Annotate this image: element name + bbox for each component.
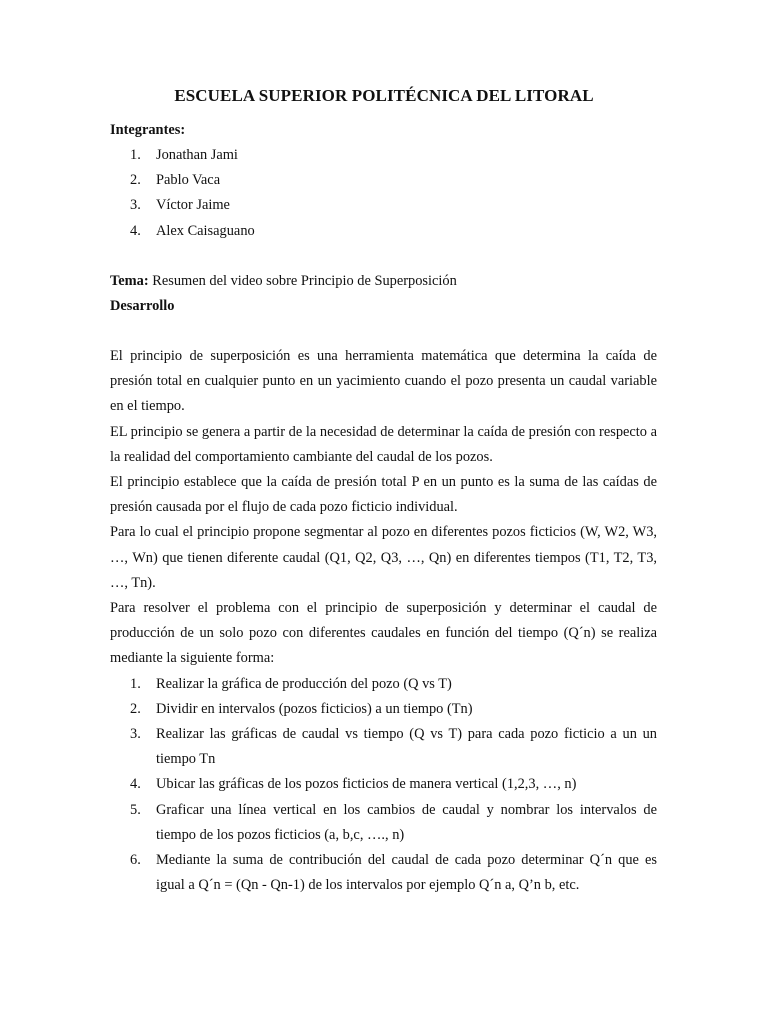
body-text xyxy=(110,344,657,898)
step-item xyxy=(110,772,657,797)
step-text: Dividir en intervalos (pozos ficticios) a un tiempo (Tn) xyxy=(156,700,473,717)
step-item xyxy=(110,697,657,722)
tema-line xyxy=(110,269,457,294)
step-text: Realizar la gráfica de producción del pozo (Q vs T) xyxy=(156,675,452,692)
member-name: Alex Caisaguano xyxy=(156,222,255,239)
step-text: Mediante la suma de contribución del caudal de cada pozo determinar Q´n que es igual a Q´n = (Qn - Qn-1) de los intervalos por ejemplo Q´n a, Q’n b, etc. xyxy=(156,852,657,894)
step-number: 5. xyxy=(130,801,141,818)
member-number: 4. xyxy=(130,222,141,239)
step-item xyxy=(110,798,657,848)
paragraph: EL principio se genera a partir de la necesidad de determinar la caída de presión con respecto a la realidad del comportamiento cambiante del caudal de los pozos. xyxy=(110,423,657,465)
step-item xyxy=(110,722,657,772)
step-number: 1. xyxy=(130,675,141,692)
members-list xyxy=(110,143,255,244)
step-number: 2. xyxy=(130,700,141,717)
step-number: 6. xyxy=(130,852,141,869)
members-label: Integrantes: xyxy=(110,122,186,138)
step-number: 3. xyxy=(130,726,141,743)
member-number: 1. xyxy=(130,147,141,163)
member-item xyxy=(110,193,255,218)
tema-label: Tema: xyxy=(110,273,149,289)
step-item xyxy=(110,848,657,898)
member-name: Víctor Jaime xyxy=(156,197,230,214)
step-number: 4. xyxy=(130,776,141,793)
member-name: Jonathan Jami xyxy=(156,147,238,163)
step-text: Ubicar las gráficas de los pozos ficticios de manera vertical (1,2,3, …, n) xyxy=(156,776,577,793)
document-title: ESCUELA SUPERIOR POLITÉCNICA DEL LITORAL xyxy=(174,86,594,105)
step-text: Realizar las gráficas de caudal vs tiempo (Q vs T) para cada pozo ficticio a un un tiempo Tn xyxy=(156,726,657,768)
member-number: 2. xyxy=(130,172,141,189)
member-item xyxy=(110,219,255,244)
step-item xyxy=(110,672,657,697)
tema-text: Resumen del video sobre Principio de Superposición xyxy=(148,273,457,289)
section-heading: Desarrollo xyxy=(110,298,175,314)
paragraph: Para lo cual el principio propone segmentar al pozo en diferentes pozos ficticios (W, W2, W3, …, Wn) que tienen diferente caudal (Q1, Q2, Q3, …, Qn) en diferentes tiempos (T1, T2, T3, …, Tn). xyxy=(110,524,657,591)
member-item xyxy=(110,143,255,168)
paragraph: Para resolver el problema con el principio de superposición y determinar el caudal de producción de un solo pozo con diferentes caudales en función del tiempo (Q´n) se realiza mediante la siguiente forma: xyxy=(110,600,657,667)
member-number: 3. xyxy=(130,197,141,214)
member-name: Pablo Vaca xyxy=(156,172,221,189)
paragraph: El principio de superposición es una herramienta matemática que determina la caída de presión total en cualquier punto en un yacimiento cuando el pozo presenta un caudal variable en el tiempo. xyxy=(110,348,657,415)
paragraph: El principio establece que la caída de presión total P en un punto es la suma de las caídas de presión causada por el flujo de cada pozo ficticio individual. xyxy=(110,474,657,516)
member-item xyxy=(110,168,255,193)
step-text: Graficar una línea vertical en los cambios de caudal y nombrar los intervalos de tiempo de los pozos ficticios (a, b,c, …., n) xyxy=(156,801,657,843)
steps-list xyxy=(110,672,657,899)
